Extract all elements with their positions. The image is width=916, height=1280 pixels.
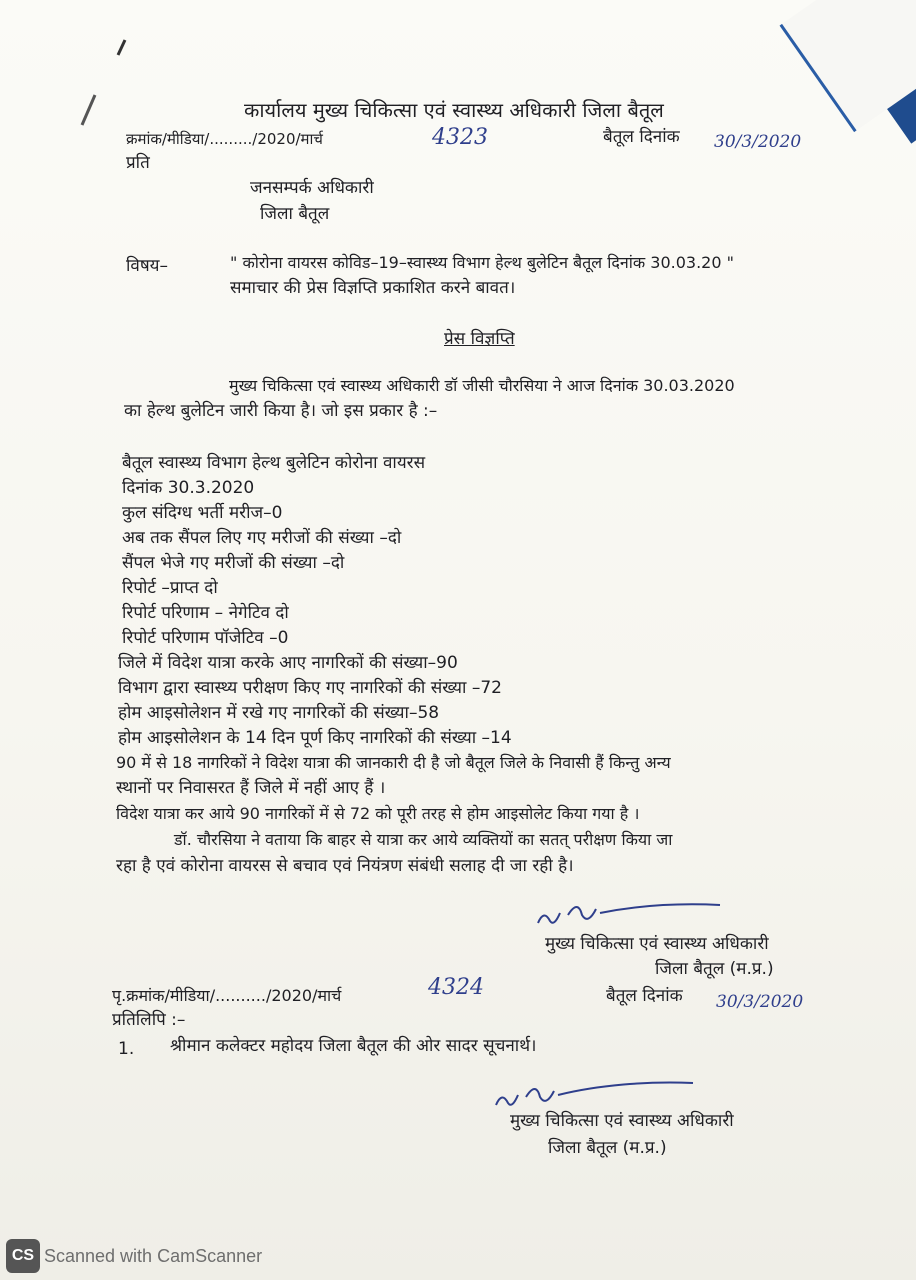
bulletin-line: जिले में विदेश यात्रा करके आए नागरिकों की संख्या–90 bbox=[118, 653, 458, 673]
camscanner-logo-icon: CS bbox=[6, 1239, 40, 1273]
bulletin-line: विभाग द्वारा स्वास्थ्य परीक्षण किए गए नागरिकों की संख्या –72 bbox=[118, 678, 502, 698]
subject-line-1: " कोरोना वायरस कोविड–19–स्वास्थ्य विभाग हेल्थ बुलेटिन बैतूल दिनांक 30.03.20 " bbox=[230, 253, 734, 272]
paragraph-3-line-1: डॉ. चौरसिया ने वताया कि बाहर से यात्रा कर आये व्यक्तियों का सतत् परीक्षण किया जा bbox=[174, 830, 673, 849]
camscanner-watermark bbox=[6, 1238, 262, 1274]
subject-label: विषय– bbox=[126, 256, 169, 276]
bulletin-line: रिपोर्ट परिणाम पॉजेटिव –0 bbox=[122, 628, 289, 648]
bulletin-line: दिनांक 30.3.2020 bbox=[122, 478, 255, 498]
paragraph-3-line-2: रहा है एवं कोरोना वायरस से बचाव एवं नियंत्रण संबंधी सलाह दी जा रही है। bbox=[116, 856, 574, 876]
reference-number-handwritten: 4323 bbox=[432, 125, 488, 150]
copy-date-label: बैतूल दिनांक bbox=[606, 986, 683, 1006]
copy-date-handwritten: 30/3/2020 bbox=[716, 992, 804, 1012]
date-handwritten: 30/3/2020 bbox=[714, 132, 802, 152]
bulletin-line: अब तक सैंपल लिए गए मरीजों की संख्या –दो bbox=[122, 528, 402, 548]
paragraph-1-line-1: 90 में से 18 नागरिकों ने विदेश यात्रा की जानकारी दी है जो बैतूल जिले के निवासी हैं किन्तु अन्य bbox=[116, 753, 671, 772]
signatory-place-1: जिला बैतूल (म.प्र.) bbox=[655, 959, 774, 979]
bulletin-line: कुल संदिग्ध भर्ती मरीज–0 bbox=[122, 503, 283, 523]
reference-line: क्रमांक/मीडिया/........./2020/मार्च bbox=[126, 130, 323, 148]
pratilipi-label: प्रतिलिपि :– bbox=[112, 1010, 186, 1030]
addressee-designation: जनसम्पर्क अधिकारी bbox=[250, 178, 374, 198]
intro-line-1: मुख्य चिकित्सा एवं स्वास्थ्य अधिकारी डॉ जीसी चौरसिया ने आज दिनांक 30.03.2020 bbox=[229, 376, 735, 395]
copy-item-text: श्रीमान कलेक्टर महोदय जिला बैतूल की ओर सादर सूचनार्थ। bbox=[170, 1036, 537, 1056]
paragraph-1-line-2: स्थानों पर निवासरत हैं जिले में नहीं आए हैं । bbox=[116, 778, 386, 798]
signatory-title-2: मुख्य चिकित्सा एवं स्वास्थ्य अधिकारी bbox=[510, 1111, 734, 1131]
bulletin-line: होम आइसोलेशन में रखे गए नागरिकों की संख्या–58 bbox=[118, 703, 440, 723]
bulletin-line: सैंपल भेजे गए मरीजों की संख्या –दो bbox=[122, 553, 345, 573]
intro-line-2: का हेल्थ बुलेटिन जारी किया है। जो इस प्रकार है :– bbox=[124, 401, 438, 421]
copy-reference-number-handwritten: 4324 bbox=[428, 975, 484, 1000]
signatory-title-1: मुख्य चिकित्सा एवं स्वास्थ्य अधिकारी bbox=[545, 934, 769, 954]
paragraph-2: विदेश यात्रा कर आये 90 नागरिकों में से 72 को पूरी तरह से होम आइसोलेट किया गया है । bbox=[116, 804, 640, 823]
bulletin-line: बैतूल स्वास्थ्य विभाग हेल्थ बुलेटिन कोरोना वायरस bbox=[122, 453, 426, 473]
bulletin-line: होम आइसोलेशन के 14 दिन पूर्ण किए नागरिकों की संख्या –14 bbox=[118, 728, 512, 748]
subject-line-2: समाचार की प्रेस विज्ञप्ति प्रकाशित करने बावत। bbox=[230, 278, 516, 298]
copy-reference-line: पृ.क्रमांक/मीडिया/........../2020/मार्च bbox=[112, 986, 342, 1005]
office-title: कार्यालय मुख्य चिकित्सा एवं स्वास्थ्य अधिकारी जिला बैतूल bbox=[244, 98, 664, 122]
prati-label: प्रति bbox=[126, 153, 150, 173]
press-release-heading: प्रेस विज्ञप्ति bbox=[444, 329, 515, 349]
pen-mark-doodle bbox=[70, 35, 140, 135]
date-label: बैतूल दिनांक bbox=[603, 127, 680, 147]
signatory-place-2: जिला बैतूल (म.प्र.) bbox=[548, 1138, 667, 1158]
addressee-district: जिला बैतूल bbox=[260, 204, 330, 224]
copy-item-number: 1. bbox=[118, 1039, 135, 1059]
bulletin-line: रिपोर्ट –प्राप्त दो bbox=[122, 578, 218, 598]
watermark-text: Scanned with CamScanner bbox=[44, 1245, 263, 1266]
bulletin-line: रिपोर्ट परिणाम – नेगेटिव दो bbox=[122, 603, 289, 623]
